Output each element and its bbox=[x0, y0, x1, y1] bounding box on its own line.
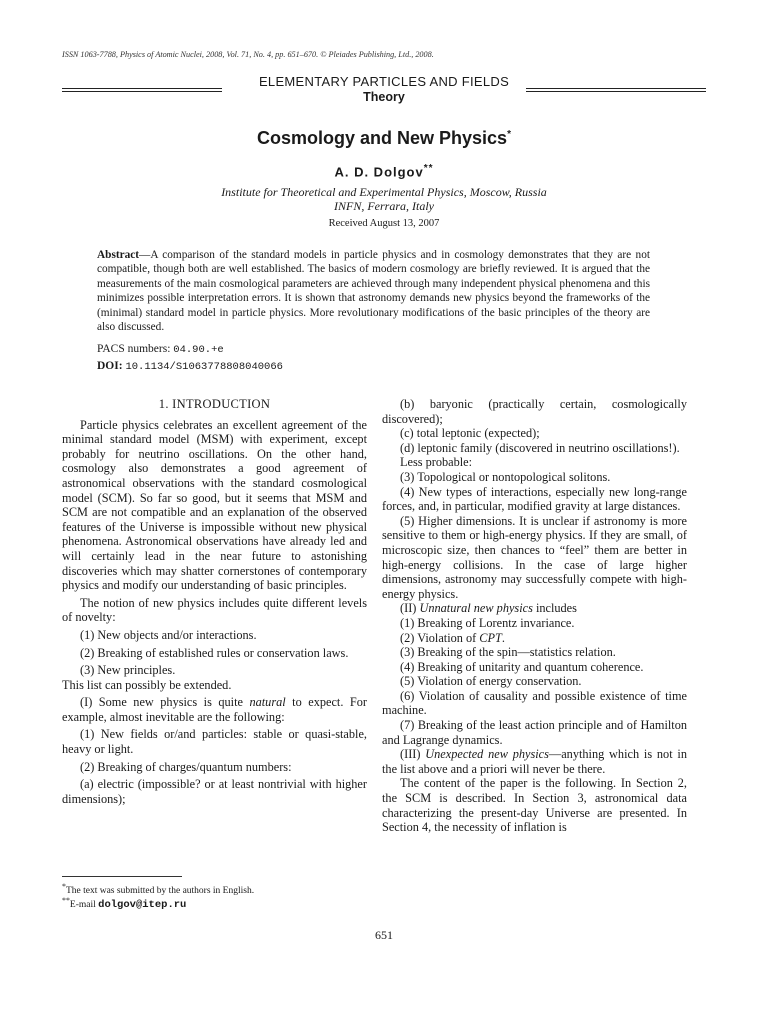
affiliation-1: Institute for Theoretical and Experimental Physics, Moscow, Russia bbox=[221, 185, 547, 199]
list-item: (d) leptonic family (discovered in neutrino oscillations!). bbox=[400, 440, 680, 455]
footnote-1 bbox=[62, 882, 254, 896]
list-item: (1) New objects and/or interactions. bbox=[80, 627, 257, 642]
left-column bbox=[62, 397, 367, 806]
list-item: (3) New principles. bbox=[80, 663, 176, 678]
footnote-2-label: E-mail bbox=[69, 900, 99, 911]
section-title: ELEMENTARY PARTICLES AND FIELDS bbox=[258, 74, 510, 89]
list-item: (6) Violation of causality and possible existence of time machine. bbox=[382, 688, 687, 718]
paper-title-text: Cosmology and New Physics bbox=[257, 128, 508, 148]
doi-value: 10.1134/S1063778808040066 bbox=[125, 361, 283, 373]
journal-header-line: ISSN 1063-7788, Physics of Atomic Nuclei, 2008, Vol. 71, No. 4, pp. 651–670. © Pleiades Publishing, Ltd., 2008. bbox=[62, 50, 434, 59]
list-item: (1) Breaking of Lorentz invariance. bbox=[400, 615, 575, 630]
emphasis: Unnatural new physics bbox=[419, 601, 533, 616]
affiliation-2: INFN, Ferrara, Italy bbox=[334, 199, 434, 213]
pacs-line bbox=[97, 343, 224, 356]
author-footnote-mark: ** bbox=[423, 163, 434, 174]
section-heading bbox=[0, 74, 768, 104]
list-item bbox=[382, 631, 687, 646]
paragraph bbox=[382, 747, 687, 776]
doi-label: DOI: bbox=[97, 360, 123, 372]
text-span: . bbox=[501, 630, 505, 645]
pacs-label: PACS numbers: bbox=[97, 343, 171, 355]
emphasis: CPT bbox=[479, 630, 502, 645]
page-number: 651 bbox=[375, 928, 393, 942]
abstract-label: Abstract bbox=[97, 249, 140, 261]
list-item: (4) Breaking of unitarity and quantum coherence. bbox=[400, 659, 644, 674]
footnote-rule bbox=[62, 876, 182, 877]
text-span: (2) Violation of bbox=[400, 630, 480, 645]
paragraph bbox=[382, 601, 687, 616]
pacs-value: 04.90.+e bbox=[173, 344, 224, 356]
list-item: (2) Breaking of charges/quantum numbers: bbox=[80, 759, 292, 774]
paragraph: The notion of new physics includes quite different levels of novelty: bbox=[62, 595, 367, 625]
text-span: (III) bbox=[400, 747, 426, 762]
email-link[interactable]: dolgov@itep.ru bbox=[98, 899, 187, 912]
list-item: (b) baryonic (practically certain, cosmologically discovered); bbox=[382, 397, 687, 426]
list-item: (3) Breaking of the spin—statistics relation. bbox=[400, 645, 616, 660]
list-item: (7) Breaking of the least action principle and of Hamilton and Lagrange dynamics. bbox=[382, 718, 687, 747]
author-name: A. D. Dolgov bbox=[334, 164, 424, 180]
footnote-2 bbox=[62, 896, 186, 911]
received-date: Received August 13, 2007 bbox=[328, 218, 440, 229]
list-item: (5) Higher dimensions. It is unclear if astronomy is more sensitive to them or high-energy physics. If they are small, of microscopic size, then chances to “feel” them are better in high-energy collisions. In the case of large higher dimensions, astronomy may successfully compete with high-energy physics. bbox=[382, 513, 687, 601]
list-item: (5) Violation of energy conservation. bbox=[400, 674, 582, 689]
paragraph bbox=[62, 695, 367, 724]
paragraph: This list can possibly be extended. bbox=[62, 677, 232, 692]
footnote-2-mark: ** bbox=[62, 896, 70, 905]
text-span: to expect. For example, almost inevitable are the following: bbox=[62, 695, 367, 724]
emphasis: natural bbox=[249, 695, 286, 710]
footnote-1-text: The text was submitted by the authors in English. bbox=[65, 886, 255, 897]
footnote-1-mark: * bbox=[62, 882, 66, 891]
list-item: (4) New types of interactions, especially new long-range forces, and, in particular, modified gravity at large distances. bbox=[382, 484, 687, 514]
doi-line bbox=[97, 360, 283, 373]
section-heading-introduction: 1. INTRODUCTION bbox=[158, 397, 271, 411]
paper-author bbox=[0, 163, 768, 179]
text-span: —anything which is not in the list above and a priori will never be there. bbox=[382, 747, 687, 776]
text-span: includes bbox=[532, 601, 577, 616]
list-item: (1) New fields or/and particles: stable or quasi-stable, heavy or light. bbox=[62, 727, 367, 757]
paragraph: The content of the paper is the following. In Section 2, the SCM is described. In Section 3, astronomical data characterizing the present-day Universe are presented. In Section 4, the necessity of inflation is bbox=[382, 776, 687, 835]
list-item: (a) electric (impossible? or at least nontrivial with higher dimensions); bbox=[62, 777, 367, 806]
right-column bbox=[382, 397, 687, 835]
paragraph: Less probable: bbox=[400, 455, 473, 470]
list-item: (3) Topological or nontopological solitons. bbox=[400, 469, 611, 484]
text-span: (I) Some new physics is quite bbox=[80, 695, 250, 710]
list-item: (2) Breaking of established rules or conservation laws. bbox=[80, 645, 349, 660]
text-span: (II) bbox=[400, 601, 420, 616]
list-item: (c) total leptonic (expected); bbox=[400, 426, 540, 441]
affiliations bbox=[0, 185, 768, 213]
abstract bbox=[97, 248, 650, 334]
section-subtitle: Theory bbox=[363, 90, 405, 104]
abstract-text: —A comparison of the standard models in particle physics and in cosmology demonstrates that they are not compatible, though both are well established. The basics of modern cosmology are briefly reviewed. It is argued that the measurements of the main cosmological parameters are achieved through many independent physical phenomena and this minimizes possible interpretation errors. It is shown that astronomy demands new physics beyond the frameworks of the (minimal) standard model in particle physics. More revolutionary modifications of the basic principles of the theory are also discussed. bbox=[97, 249, 650, 334]
emphasis: Unexpected new physics bbox=[425, 747, 549, 762]
paper-title bbox=[0, 128, 768, 149]
title-footnote-mark: * bbox=[507, 129, 511, 140]
paragraph: Particle physics celebrates an excellent agreement of the minimal standard model (MSM) with experiment, except probably for neutrino oscillations. On the other hand, cosmology also demonstrates a good agreement of astronomical observations with the standard cosmological model (SCM). So far so good, but it seems that MSM and SCM are not compatible and an explanation of the observed features of the Universe is impossible without new physical phenomena. Astronomical observations have already led and will certainly lead in the near future to astonishing discoveries which may shatter cornerstones of contemporary physics and modify our understanding of basic principles. bbox=[62, 417, 367, 593]
